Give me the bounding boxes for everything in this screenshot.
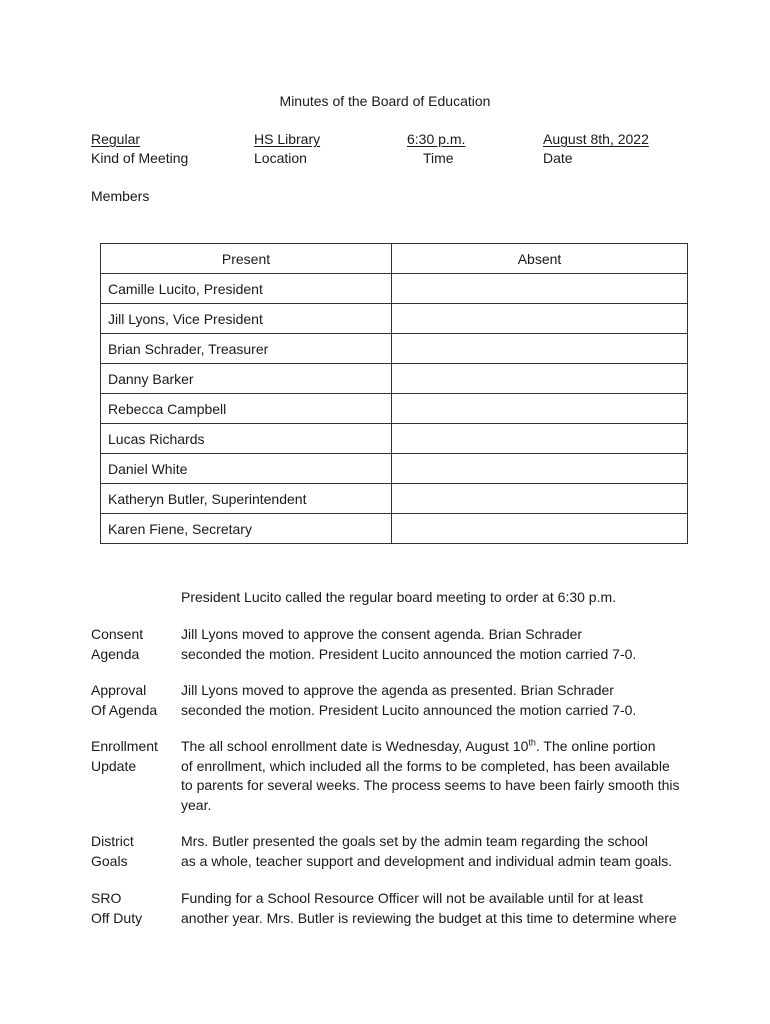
absent-cell: [392, 334, 688, 364]
present-header: Present: [101, 244, 392, 274]
meeting-date: August 8th, 2022: [543, 131, 649, 147]
text-line: [181, 737, 686, 757]
meeting-date-label: Date: [543, 150, 573, 166]
section-text-enrollment: [181, 737, 686, 815]
table-row: [101, 424, 688, 454]
table-row: [101, 484, 688, 514]
text-line: seconded the motion. President Lucito announced the motion carried 7-0.: [181, 701, 637, 718]
absent-cell: [392, 304, 688, 334]
present-cell: Jill Lyons, Vice President: [101, 304, 392, 334]
text-line: Jill Lyons moved to approve the agenda as presented. Brian Schrader: [181, 682, 614, 698]
text-line: seconded the motion. President Lucito announced the motion carried 7-0.: [181, 645, 637, 662]
section-label-goals: [91, 832, 134, 871]
meeting-location-label: Location: [254, 150, 307, 166]
label-line: Goals: [91, 852, 128, 869]
meeting-kind: Regular: [91, 131, 141, 147]
section-label-consent: [91, 625, 143, 664]
present-cell: Rebecca Campbell: [101, 394, 392, 424]
text-line: to parents for several weeks. The process seems to have been fairly smooth this: [181, 777, 680, 793]
label-line: Approval: [91, 682, 147, 698]
present-cell: Camille Lucito, President: [101, 274, 392, 304]
attendance-header-row: [101, 244, 688, 274]
text-span: . The online portion: [535, 738, 656, 754]
section-text-goals: [181, 832, 686, 871]
text-line: Jill Lyons moved to approve the consent agenda. Brian Schrader: [181, 626, 583, 642]
absent-cell: [392, 274, 688, 304]
table-row: [101, 454, 688, 484]
table-row: [101, 334, 688, 364]
section-label-enrollment: [91, 737, 158, 776]
superscript: th: [528, 737, 536, 748]
members-heading: Members: [91, 188, 150, 204]
label-line: Enrollment: [91, 738, 158, 754]
present-cell: Danny Barker: [101, 364, 392, 394]
meeting-time: 6:30 p.m.: [407, 131, 466, 147]
text-line: as a whole, teacher support and development and individual admin team goals.: [181, 852, 673, 869]
section-text-approval: [181, 681, 686, 720]
absent-header: Absent: [392, 244, 688, 274]
present-cell: Karen Fiene, Secretary: [101, 514, 392, 544]
section-label-approval: [91, 681, 157, 720]
present-cell: Brian Schrader, Treasurer: [101, 334, 392, 364]
call-to-order: President Lucito called the regular board meeting to order at 6:30 p.m.: [181, 589, 617, 605]
meeting-time-label: Time: [423, 150, 454, 166]
present-cell: Katheryn Butler, Superintendent: [101, 484, 392, 514]
label-line: Consent: [91, 626, 144, 642]
text-span: The all school enrollment date is Wednesday, August 10: [181, 738, 529, 754]
text-line: Funding for a School Resource Officer will not be available until for at least: [181, 890, 643, 906]
absent-cell: [392, 424, 688, 454]
text-line: of enrollment, which included all the forms to be completed, has been available: [181, 757, 670, 774]
table-row: [101, 514, 688, 544]
meeting-location: HS Library: [254, 131, 321, 147]
section-label-sro: [91, 889, 142, 928]
attendance-table: [100, 243, 688, 544]
absent-cell: [392, 514, 688, 544]
absent-cell: [392, 484, 688, 514]
text-line: another year. Mrs. Butler is reviewing the budget at this time to determine where: [181, 909, 677, 926]
label-line: Update: [91, 757, 137, 774]
label-line: Of Agenda: [91, 701, 158, 718]
table-row: [101, 304, 688, 334]
label-line: Agenda: [91, 645, 140, 662]
table-row: [101, 394, 688, 424]
absent-cell: [392, 394, 688, 424]
label-line: District: [91, 833, 134, 849]
page-title: Minutes of the Board of Education: [279, 93, 491, 109]
table-row: [101, 274, 688, 304]
label-line: SRO: [91, 890, 122, 906]
text-line: Mrs. Butler presented the goals set by the admin team regarding the school: [181, 833, 648, 849]
section-text-consent: [181, 625, 686, 664]
table-row: [101, 364, 688, 394]
section-text-sro: [181, 889, 686, 928]
absent-cell: [392, 454, 688, 484]
present-cell: Daniel White: [101, 454, 392, 484]
text-line: year.: [181, 796, 212, 813]
absent-cell: [392, 364, 688, 394]
meeting-kind-label: Kind of Meeting: [91, 150, 189, 166]
present-cell: Lucas Richards: [101, 424, 392, 454]
label-line: Off Duty: [91, 909, 143, 926]
